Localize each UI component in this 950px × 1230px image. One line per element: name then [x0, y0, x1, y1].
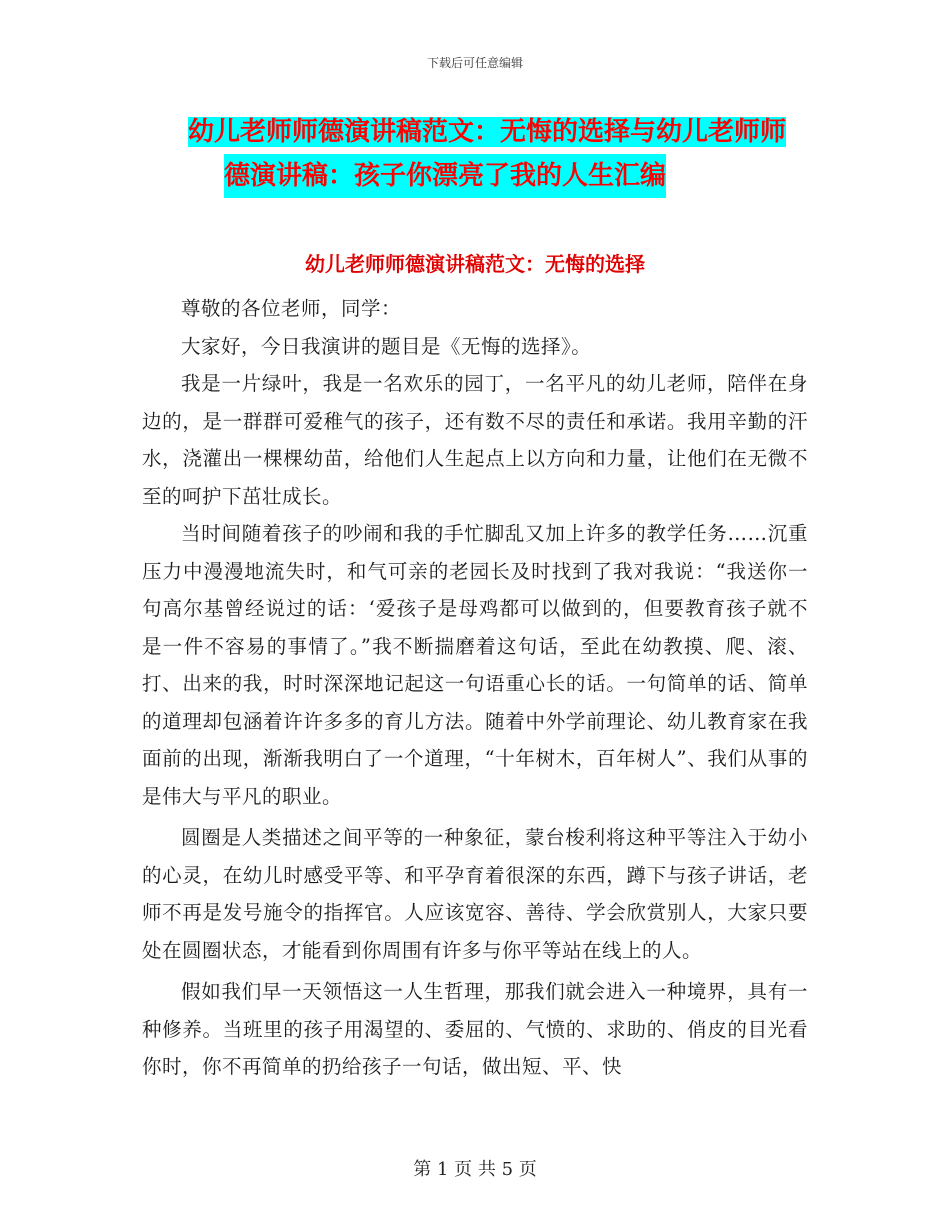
section-title: 幼儿老师师德演讲稿范文：无悔的选择	[305, 252, 645, 276]
document-title	[188, 110, 808, 198]
paragraph: 尊敬的各位老师，同学：	[181, 297, 402, 320]
header-note: 下载后可任意编辑	[426, 56, 523, 70]
title-line-2: 德演讲稿：孩子你漂亮了我的人生汇编	[224, 154, 666, 198]
paragraph: 假如我们早一天领悟这一人生哲理，那我们就会进入一种境界，具有一种修养。当班里的孩子用渴望的、委屈的、气愤的、求助的、俏皮的目光看你时，你不再简单的扔给孩子一句话，做出短、平、快	[142, 980, 808, 1078]
paragraph: 当时间随着孩子的吵闹和我的手忙脚乱又加上许多的教学任务……沉重压力中漫漫地流失时，和气可亲的老园长及时找到了我对我说：“我送你一句高尔基曾经说过的话：‘爱孩子是母鸡都可以做到的，但要教育孩子就不是一件不容易的事情了。”我不断揣磨着这句话，至此在幼教摸、爬、滚、打、出来的我，时时深深地记起这一句语重心长的话。一句简单的话、简单的道理却包涵着许许多多的育儿方法。随着中外学前理论、幼儿教育家在我面前的出现，渐渐我明白了一个道理，“十年树木，百年树人”、我们从事的是伟大与平凡的职业。	[142, 522, 808, 808]
page-footer: 第 1 页 共 5 页	[413, 1159, 537, 1180]
paragraph: 大家好，今日我演讲的题目是《无悔的选择》。	[181, 334, 592, 358]
title-line-1: 幼儿老师师德演讲稿范文：无悔的选择与幼儿老师师	[188, 117, 787, 147]
paragraph: 圆圈是人类描述之间平等的一种象征，蒙台梭利将这种平等注入于幼小的心灵，在幼儿时感受平等、和平孕育着很深的东西，蹲下与孩子讲话，老师不再是发号施令的指挥官。人应该宽容、善待、学会欣赏别人，大家只要处在圆圈状态，才能看到你周围有许多与你平等站在线上的人。	[142, 826, 808, 962]
document-body	[142, 290, 808, 1086]
paragraph: 我是一片绿叶，我是一名欢乐的园丁，一名平凡的幼儿老师，陪伴在身边的，是一群群可爱稚气的孩子，还有数不尽的责任和承诺。我用辛勤的汗水，浇灌出一棵棵幼苗，给他们人生起点上以方向和力量，让他们在无微不至的呵护下茁壮成长。	[142, 372, 808, 508]
